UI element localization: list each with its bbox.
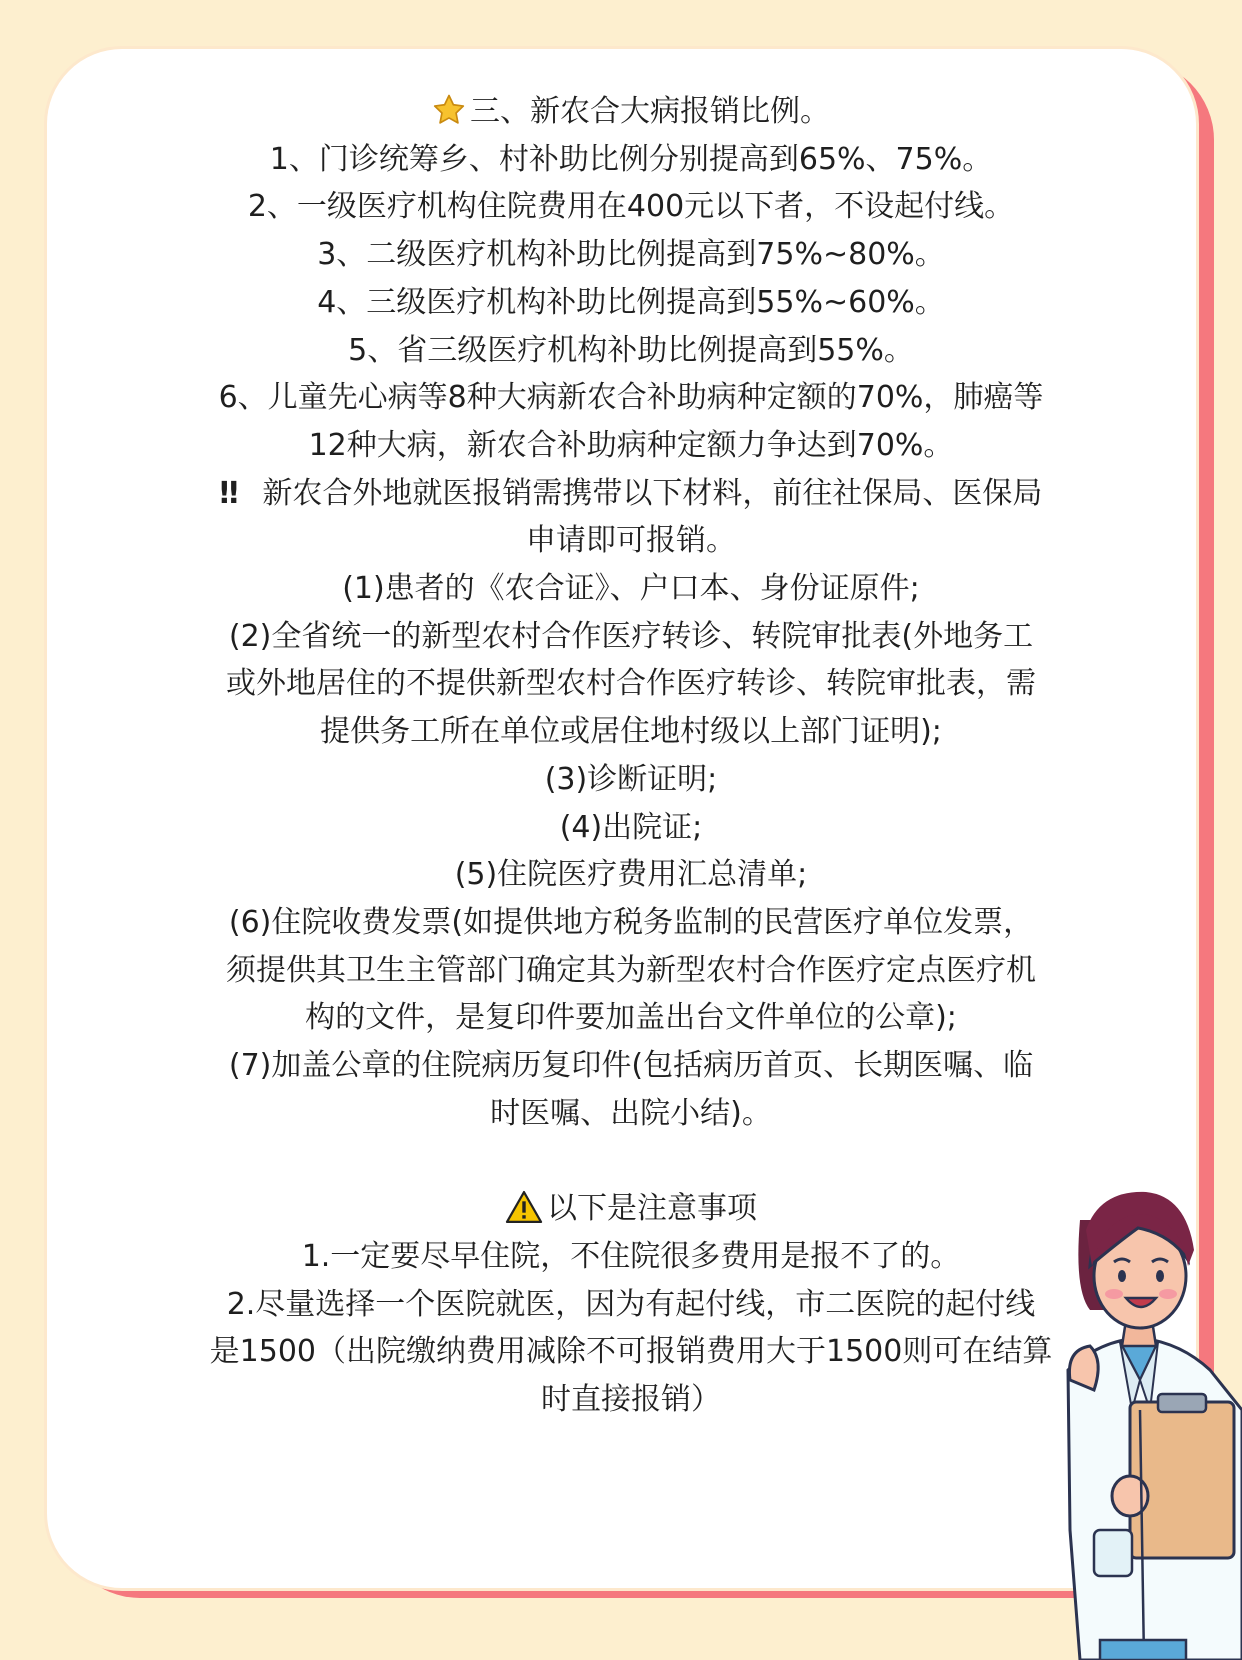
material-line: (5)住院医疗费用汇总清单; <box>454 857 808 893</box>
material-line: (2)全省统一的新型农村合作医疗转诊、转院审批表(外地务工 <box>228 618 1034 654</box>
star-icon <box>432 93 466 127</box>
note-line: 时直接报销） <box>541 1381 721 1417</box>
rule-line: 5、省三级医疗机构补助比例提高到55%。 <box>348 332 914 368</box>
material-line: 或外地居住的不提供新型农村合作医疗转诊、转院审批表，需 <box>226 666 1036 702</box>
materials-intro: ‼ 新农合外地就医报销需携带以下材料，前往社保局、医保局 <box>219 475 1043 511</box>
rule-line: 3、二级医疗机构补助比例提高到75%~80%。 <box>317 237 945 273</box>
rule-line: 2、一级医疗机构住院费用在400元以下者，不设起付线。 <box>247 189 1015 225</box>
section-title: 三、新农合大病报销比例。 <box>150 88 1112 136</box>
material-line: (3)诊断证明; <box>544 761 718 797</box>
rule-line: 12种大病，新农合补助病种定额力争达到70%。 <box>308 427 954 463</box>
note-line: 2.尽量选择一个医院就医，因为有起付线，市二医院的起付线 <box>226 1286 1036 1322</box>
material-line: (4)出院证; <box>559 809 703 845</box>
spacer <box>150 1137 1112 1185</box>
material-line: 提供务工所在单位或居住地村级以上部门证明); <box>320 714 942 750</box>
material-line: 须提供其卫生主管部门确定其为新型农村合作医疗定点医疗机 <box>226 952 1036 988</box>
rule-line: 1、门诊统筹乡、村补助比例分别提高到65%、75%。 <box>269 141 993 177</box>
material-line: (1)患者的《农合证》、户口本、身份证原件; <box>342 571 920 607</box>
note-line: 是1500（出院缴纳费用减除不可报销费用大于1500则可在结算 <box>209 1334 1053 1370</box>
rule-line: 4、三级医疗机构补助比例提高到55%~60%。 <box>317 284 945 320</box>
article-body <box>150 88 1112 1424</box>
material-line: 时医嘱、出院小结)。 <box>490 1095 772 1131</box>
rule-line: 6、儿童先心病等8种大病新农合补助病种定额的70%，肺癌等 <box>218 380 1044 416</box>
double-exclamation-icon: ‼ <box>219 475 237 511</box>
materials-intro-cont: 申请即可报销。 <box>526 523 736 559</box>
doctor-illustration <box>1060 1170 1242 1660</box>
material-line: (6)住院收费发票(如提供地方税务监制的民营医疗单位发票， <box>228 904 1034 940</box>
warning-icon <box>505 1190 543 1224</box>
notes-title: 以下是注意事项 <box>150 1185 1112 1233</box>
note-line: 1.一定要尽早住院，不住院很多费用是报不了的。 <box>301 1238 961 1274</box>
material-line: 构的文件，是复印件要加盖出台文件单位的公章); <box>305 1000 957 1036</box>
material-line: (7)加盖公章的住院病历复印件(包括病历首页、长期医嘱、临 <box>228 1048 1034 1084</box>
